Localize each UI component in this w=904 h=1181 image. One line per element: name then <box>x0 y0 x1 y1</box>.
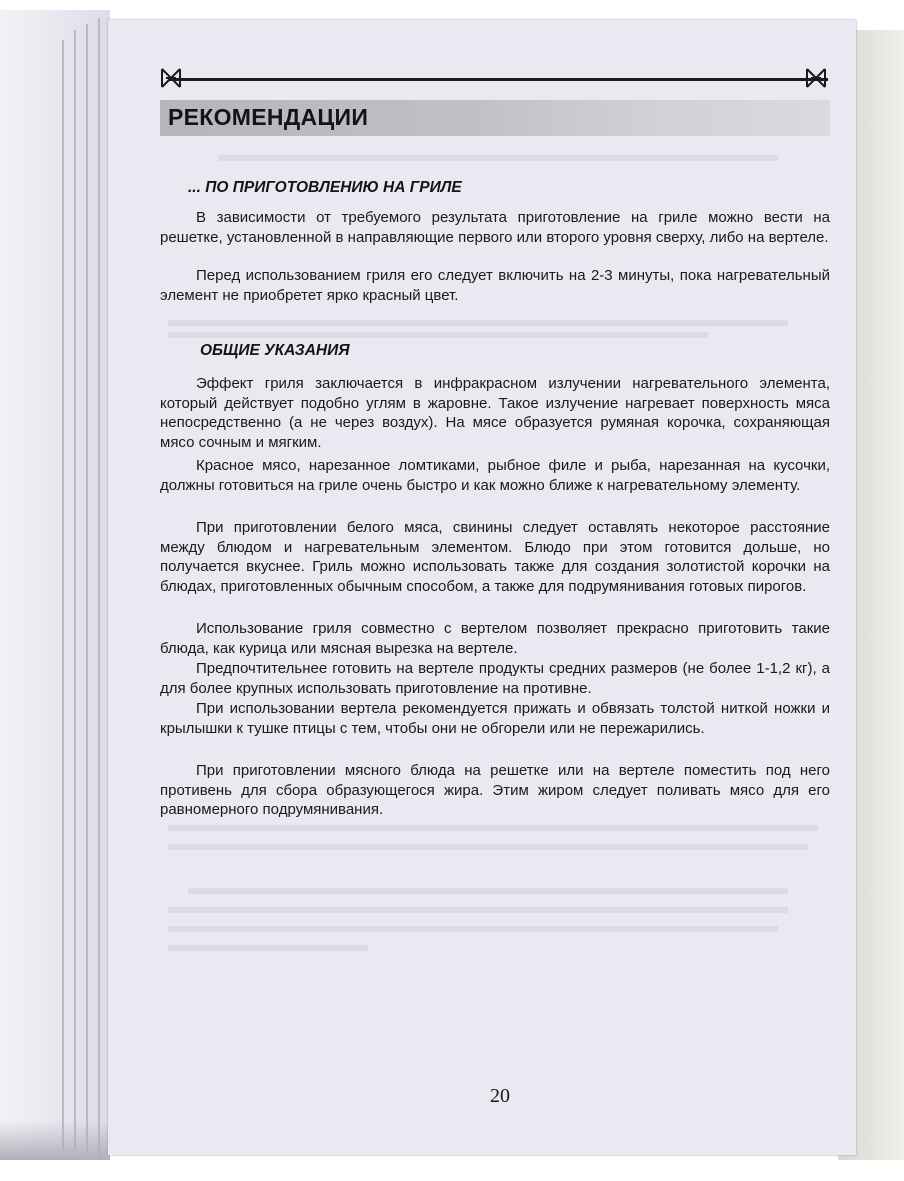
paragraph: Перед использованием гриля его следует включить на 2-3 минуты, пока нагревательный элемент не приобретет ярко красный цвет. <box>160 267 830 304</box>
page-edge <box>86 24 88 1154</box>
manual-page <box>108 20 856 1155</box>
bleed-through <box>168 320 788 326</box>
subheading-grill: ... ПО ПРИГОТОВЛЕНИЮ НА ГРИЛЕ <box>188 179 462 196</box>
corner-ornament-icon <box>805 67 827 89</box>
page-stack-edges <box>0 10 110 1160</box>
bleed-through <box>188 888 788 894</box>
paragraph: Красное мясо, нарезанное ломтиками, рыбное филе и рыба, нарезанная на кусочки, должны готовиться на гриле очень быстро и как можно ближе к нагревательному элементу. <box>160 457 830 494</box>
paragraph: Использование гриля совместно с вертелом позволяет прекрасно приготовить такие блюда, как курица или мясная вырезка на вертеле. <box>160 620 830 657</box>
paragraph: При использовании вертела рекомендуется прижать и обвязать толстой ниткой ножки и крылышки к тушке птицы с тем, чтобы они не обгорели или не пережарились. <box>160 700 830 737</box>
bleed-through <box>218 155 778 161</box>
bleed-through <box>168 332 708 338</box>
bleed-through <box>168 945 368 951</box>
paragraph: Эффект гриля заключается в инфракрасном излучении нагревательного элемента, который действует подобно углям в жаровне. Такое излучение нагревает поверхность мяса непосредственно (а не через воздух). На мясе образуется румяная корочка, сохраняющая мясо сочным и мягким. <box>160 375 830 451</box>
paragraph: При приготовлении белого мяса, свинины следует оставлять некоторое расстояние между блюдом и нагревательным элементом. Блюдо при этом готовится дольше, но получается вкуснее. Гриль можно использовать также для создания золотистой корочки на блюдах, приготовленных обычным способом, а также для подрумянивания готовых пирогов. <box>160 519 830 595</box>
section-title: РЕКОМЕНДАЦИИ <box>168 104 369 130</box>
bleed-through <box>168 825 818 831</box>
subheading-general: ОБЩИЕ УКАЗАНИЯ <box>200 342 350 359</box>
header-rule <box>168 78 828 81</box>
paragraph: Предпочтительнее готовить на вертеле продукты средних размеров (не более 1-1,2 кг), а для более крупных использовать приготовление на противне. <box>160 660 830 697</box>
bleed-through <box>168 907 788 913</box>
page-stack-shadow <box>0 1120 110 1160</box>
page-number: 20 <box>490 1085 510 1107</box>
page-edge <box>62 40 64 1150</box>
page-edge <box>98 18 100 1158</box>
paragraph: В зависимости от требуемого результата приготовление на гриле можно вести на решетке, установленной в направляющие первого или второго уровня сверху, либо на вертеле. <box>160 209 830 246</box>
paragraph: При приготовлении мясного блюда на решетке или на вертеле поместить под него противень для сбора образующегося жира. Этим жиром следует поливать мясо для его равномерного подрумянивания. <box>160 762 830 819</box>
bleed-through <box>168 844 808 850</box>
page-edge <box>74 30 76 1150</box>
bleed-through <box>168 926 778 932</box>
